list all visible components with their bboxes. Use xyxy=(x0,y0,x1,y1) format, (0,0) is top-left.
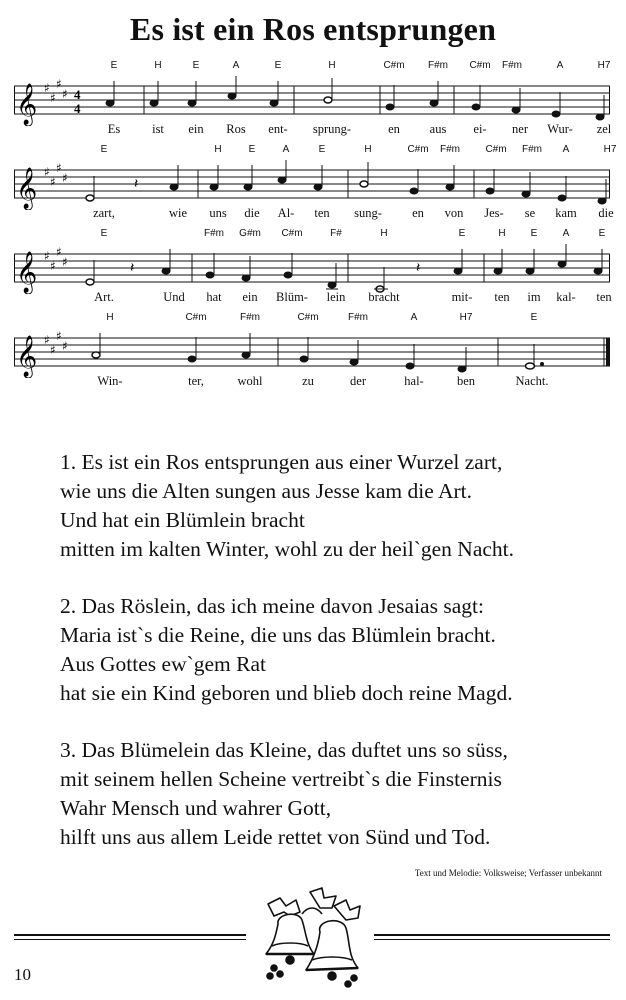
christmas-bells-icon xyxy=(250,884,370,994)
verse-3 xyxy=(60,736,600,852)
lyric-syllable: en xyxy=(412,206,424,220)
key-signature xyxy=(44,329,68,357)
lyric-syllable: ten xyxy=(314,206,330,220)
staff-2 xyxy=(14,160,610,210)
notes xyxy=(86,160,606,204)
lyric-syllable: sprung- xyxy=(312,122,352,136)
music-system-4 xyxy=(14,312,610,394)
lyric-syllable: ten xyxy=(596,290,612,304)
chord-symbol: E xyxy=(192,60,200,71)
verse-line: Aus Gottes ew`gem Rat xyxy=(60,652,267,676)
time-signature xyxy=(74,87,81,116)
lyric-syllable: ten xyxy=(494,290,510,304)
staff-3 xyxy=(14,244,610,294)
chord-symbol: C#m xyxy=(383,60,405,71)
staff-4 xyxy=(14,328,610,378)
chord-symbol: A xyxy=(562,144,570,155)
svg-text:♯: ♯ xyxy=(50,259,56,273)
key-signature xyxy=(44,161,68,189)
verse-line: Wahr Mensch und wahrer Gott, xyxy=(60,796,332,820)
svg-text:4: 4 xyxy=(74,101,81,116)
chord-symbol: F#m xyxy=(522,144,542,155)
lyric-syllable: wohl xyxy=(237,374,263,388)
svg-text:♯: ♯ xyxy=(56,77,62,91)
lyric-syllable: Ros xyxy=(226,122,246,136)
chord-symbol: E xyxy=(318,144,326,155)
chord-symbol: C#m xyxy=(485,144,507,155)
chord-symbol: H xyxy=(154,60,162,71)
verse-line: 3. Das Blümelein das Kleine, das duftet uns so süss, xyxy=(60,738,508,762)
lyric-syllable: zart, xyxy=(93,206,115,220)
chord-symbol: H7 xyxy=(603,144,617,155)
chord-symbol: C#m xyxy=(185,312,207,323)
chord-symbol: F#m xyxy=(502,60,522,71)
lyric-syllable: Jes- xyxy=(484,206,504,220)
lyric-syllable: Nacht. xyxy=(515,374,549,388)
svg-text:♯: ♯ xyxy=(62,171,68,185)
svg-text:♯: ♯ xyxy=(56,245,62,259)
chord-symbol: H xyxy=(498,228,506,239)
svg-text:♯: ♯ xyxy=(44,81,50,95)
footer-rule-left xyxy=(14,934,246,936)
lyric-syllable: ner xyxy=(512,122,528,136)
chord-symbol: F#m xyxy=(428,60,448,71)
lyric-syllable: der xyxy=(350,374,366,388)
final-barline xyxy=(606,338,610,366)
chord-symbol: E xyxy=(458,228,466,239)
lyric-syllable: sung- xyxy=(354,206,382,220)
verse-line: Und hat ein Blümlein bracht xyxy=(60,508,305,532)
svg-text:𝄽: 𝄽 xyxy=(130,260,135,276)
svg-text:4: 4 xyxy=(74,87,81,102)
lyric-syllable: ben xyxy=(456,374,476,388)
lyric-syllable: lein xyxy=(326,290,346,304)
lyric-syllable: Win- xyxy=(97,374,123,388)
staff-1 xyxy=(14,76,610,126)
lyric-syllable: hat xyxy=(206,290,222,304)
music-system-3 xyxy=(14,228,610,310)
lyric-syllable: Und xyxy=(163,290,185,304)
treble-clef-icon: 𝄞 xyxy=(16,84,38,125)
lyric-syllable: Blüm- xyxy=(276,290,308,304)
lyric-syllable: Al- xyxy=(277,206,295,220)
lyric-syllable: uns xyxy=(209,206,227,220)
chord-symbol: H7 xyxy=(597,60,611,71)
treble-clef-icon: 𝄞 xyxy=(16,336,38,377)
verse-1 xyxy=(60,448,600,564)
key-signature xyxy=(44,245,68,273)
chord-symbol: A xyxy=(282,144,290,155)
verse-line: wie uns die Alten sungen aus Jesse kam die Art. xyxy=(60,479,473,503)
lyric-syllable: Art. xyxy=(94,290,114,304)
lyric-syllable: zel xyxy=(596,122,612,136)
lyric-syllable: ter, xyxy=(188,374,204,388)
chord-symbol: A xyxy=(232,60,240,71)
verse-line: hat sie ein Kind geboren und blieb doch reine Magd. xyxy=(60,681,513,705)
svg-text:♯: ♯ xyxy=(56,329,62,343)
chord-symbol: E xyxy=(598,228,606,239)
chord-symbol: A xyxy=(556,60,564,71)
chord-symbol: E xyxy=(110,60,118,71)
lyric-syllable: Es xyxy=(107,122,121,136)
svg-text:♯: ♯ xyxy=(62,339,68,353)
chord-symbol: H xyxy=(106,312,114,323)
svg-text:♯: ♯ xyxy=(56,161,62,175)
lyric-syllable: ent- xyxy=(268,122,288,136)
chord-symbol: H xyxy=(214,144,222,155)
footer-rule-right xyxy=(374,934,610,936)
lyric-syllable: mit- xyxy=(451,290,473,304)
verse-line: mit seinem hellen Scheine vertreibt`s die Finsternis xyxy=(60,767,502,791)
chord-symbol: F#m xyxy=(204,228,224,239)
svg-text:𝄽: 𝄽 xyxy=(416,260,421,276)
lyric-syllable: zu xyxy=(302,374,314,388)
svg-text:♯: ♯ xyxy=(44,249,50,263)
chord-symbol: E xyxy=(530,312,538,323)
chord-symbol: F#m xyxy=(348,312,368,323)
chord-symbol: E xyxy=(100,228,108,239)
chord-symbol: A xyxy=(562,228,570,239)
svg-text:♯: ♯ xyxy=(44,165,50,179)
chord-symbol: E xyxy=(530,228,538,239)
svg-text:♯: ♯ xyxy=(62,255,68,269)
lyric-syllable: ein xyxy=(188,122,204,136)
chord-symbol: H xyxy=(380,228,388,239)
chord-symbol: E xyxy=(248,144,256,155)
verse-line: 2. Das Röslein, das ich meine davon Jesaias sagt: xyxy=(60,594,484,618)
chord-symbol: A xyxy=(410,312,418,323)
verse-line: mitten im kalten Winter, wohl zu der heil`gen Nacht. xyxy=(60,537,515,561)
lyric-syllable: ei- xyxy=(473,122,487,136)
lyric-syllable: aus xyxy=(429,122,447,136)
chord-symbol: H xyxy=(328,60,336,71)
lyric-syllable: ein xyxy=(242,290,258,304)
svg-text:𝄽: 𝄽 xyxy=(134,176,139,192)
lyric-syllable: en xyxy=(388,122,400,136)
svg-text:♯: ♯ xyxy=(50,91,56,105)
lyric-syllable: von xyxy=(444,206,464,220)
chord-symbol: C#m xyxy=(281,228,303,239)
chord-symbol: C#m xyxy=(407,144,429,155)
svg-text:♯: ♯ xyxy=(50,343,56,357)
song-title: Es ist ein Ros entsprungen xyxy=(129,11,497,47)
music-system-2 xyxy=(14,144,617,226)
lyric-syllable: kal- xyxy=(556,290,576,304)
key-signature xyxy=(44,77,68,105)
chord-symbol: F# xyxy=(330,228,342,239)
lyric-syllable: bracht xyxy=(368,290,400,304)
chord-symbol: H xyxy=(364,144,372,155)
svg-text:♯: ♯ xyxy=(62,87,68,101)
chord-symbol: E xyxy=(274,60,282,71)
verse-line: 1. Es ist ein Ros entsprungen aus einer Wurzel zart, xyxy=(60,450,503,474)
notes xyxy=(106,76,604,120)
lyric-syllable: die xyxy=(244,206,260,220)
lyric-syllable: die xyxy=(598,206,614,220)
chord-symbol: F#m xyxy=(440,144,460,155)
chord-symbol: C#m xyxy=(297,312,319,323)
chord-symbol: G#m xyxy=(239,228,261,239)
lyric-syllable: Wur- xyxy=(547,122,573,136)
verses xyxy=(60,448,600,880)
chord-symbol: F#m xyxy=(240,312,260,323)
lyric-syllable: kam xyxy=(555,206,577,220)
verse-line: hilft uns aus allem Leide rettet von Sünd und Tod. xyxy=(60,825,491,849)
music-system-1 xyxy=(14,60,610,142)
page-number: 10 xyxy=(14,965,31,984)
lyric-syllable: hal- xyxy=(404,374,424,388)
lyric-syllable: im xyxy=(527,290,541,304)
lyric-syllable: ist xyxy=(152,122,164,136)
lyric-syllable: wie xyxy=(168,206,188,220)
svg-text:♯: ♯ xyxy=(50,175,56,189)
verse-line: Maria ist`s die Reine, die uns das Blümlein bracht. xyxy=(60,623,496,647)
credit-line: Text und Melodie: Volksweise; Verfasser unbekannt xyxy=(414,868,602,878)
treble-clef-icon: 𝄞 xyxy=(16,252,38,293)
lyric-syllable: se xyxy=(524,206,536,220)
treble-clef-icon: 𝄞 xyxy=(16,168,38,209)
chord-symbol: E xyxy=(100,144,108,155)
chord-symbol: H7 xyxy=(459,312,473,323)
verse-2 xyxy=(60,592,600,708)
chord-symbol: C#m xyxy=(469,60,491,71)
svg-text:♯: ♯ xyxy=(44,333,50,347)
